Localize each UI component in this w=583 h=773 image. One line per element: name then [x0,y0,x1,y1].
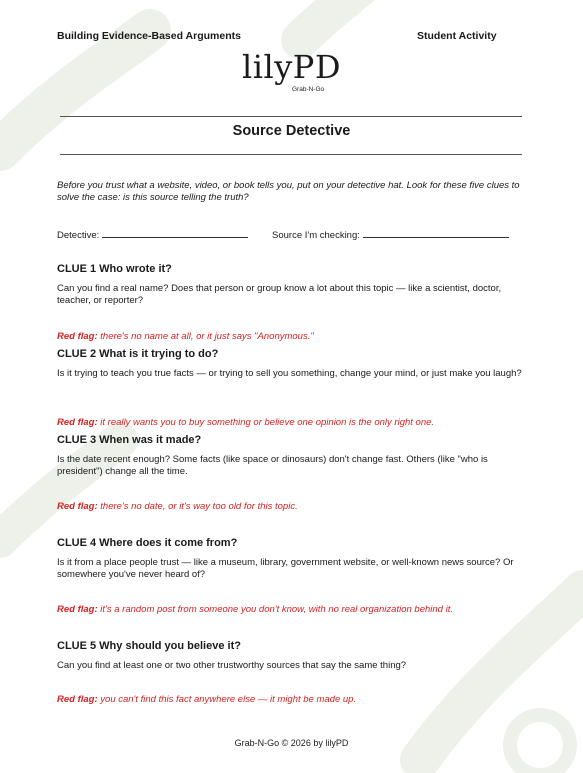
red-flag-label: Red flag: [57,604,98,615]
course-title: Building Evidence-Based Arguments [57,30,241,42]
intro-text: Before you trust what a website, video, or book tells you, put on your detective hat. Look for these five clues to solve the case: is this source telling the truth? [57,180,520,203]
clue-3 [57,434,527,478]
red-flag-label: Red flag: [57,417,98,428]
clue-text: Is the date recent enough? Some facts (like space or dinosaurs) don't change fast. Others (like "who is president") change all the time. [57,454,488,477]
red-flag-label: Red flag: [57,694,98,705]
clue-text: Can you find a real name? Does that person or group know a lot about this topic — like a scientist, doctor, teacher, or reporter? [57,283,502,306]
lilypd-logo: lilyPD [242,48,341,86]
red-flag-label: Red flag: [57,331,98,342]
clue-text: Is it trying to teach you true facts — or trying to sell you something, change your mind, or just make you laugh? [57,368,522,379]
red-flag-5 [57,694,356,705]
clue-title: CLUE 4 Where does it come from? [57,537,238,549]
red-flag-text: it's a random post from someone you don't know, with no real organization behind it. [100,604,453,615]
clue-title: CLUE 1 Who wrote it? [57,263,172,275]
red-flag-4 [57,604,453,615]
clue-1 [57,263,527,307]
red-flag-text: it really wants you to buy something or believe one opinion is the only right one. [100,417,435,428]
clue-title: CLUE 2 What is it trying to do? [57,348,219,360]
title-rule-top [60,116,522,117]
logo-subtitle: Grab-N-Go [292,86,325,93]
source-field[interactable] [272,228,509,241]
clue-5 [57,640,527,672]
red-flag-1 [57,331,314,342]
activity-type: Student Activity [417,30,497,42]
red-flag-text: there's no name at all, or it just says "Anonymous." [100,331,314,342]
clue-4 [57,537,527,581]
detective-label: Detective: [57,230,100,241]
clue-title: CLUE 3 When was it made? [57,434,202,446]
red-flag-label: Red flag: [57,501,98,512]
footer-copyright: Grab-N-Go © 2026 by lilyPD [234,738,349,748]
red-flag-text: there's no date, or it's way too old for this topic. [100,501,298,512]
clue-text: Can you find at least one or two other trustworthy sources that say the same thing? [57,660,407,671]
red-flag-2 [57,417,434,428]
clue-text: Is it from a place people trust — like a museum, library, government website, or well-known news source? Or somewhere you've never heard of? [57,557,514,580]
red-flag-3 [57,501,298,512]
source-blank[interactable] [363,228,509,238]
red-flag-text: you can't find this fact anywhere else — it might be made up. [100,694,357,705]
page-title: Source Detective [232,123,351,139]
source-label: Source I'm checking: [272,230,360,241]
title-rule-bottom [60,154,522,155]
detective-blank[interactable] [102,228,248,238]
clue-title: CLUE 5 Why should you believe it? [57,640,241,652]
clue-2 [57,348,527,380]
detective-field[interactable] [57,228,248,241]
